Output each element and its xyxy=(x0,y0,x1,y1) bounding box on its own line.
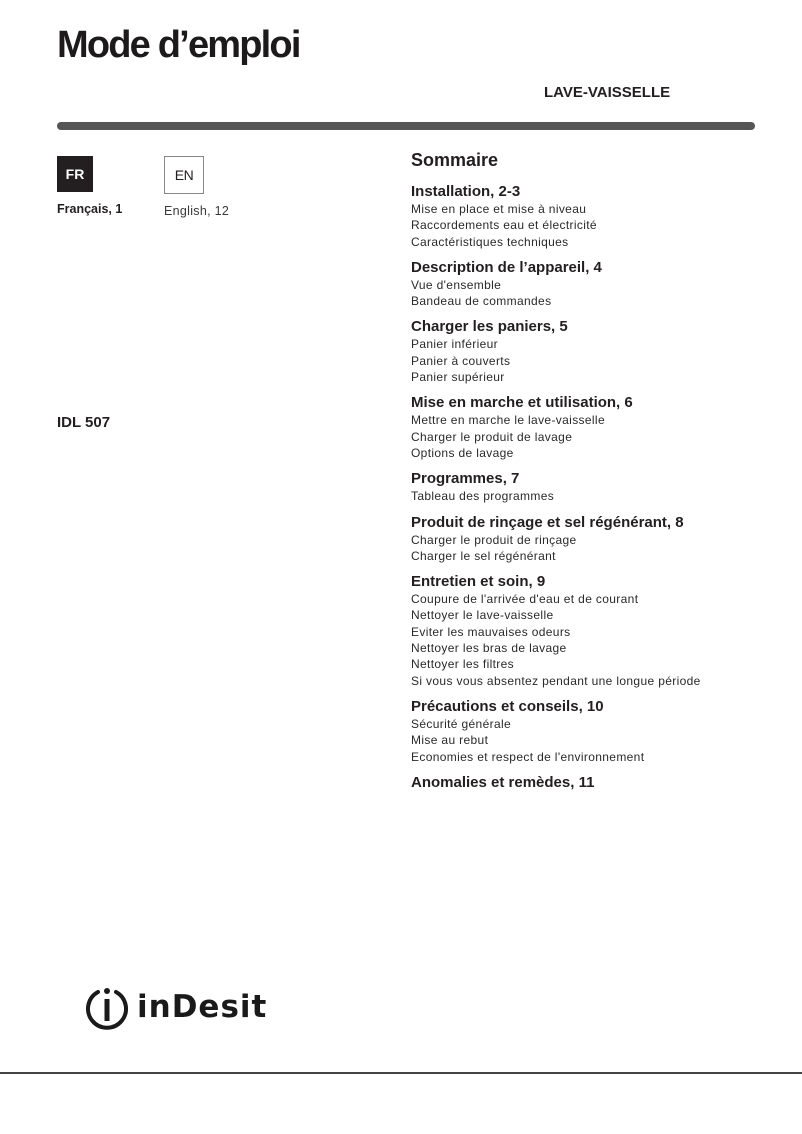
footer-divider xyxy=(0,1072,802,1074)
language-label-en: English, 12 xyxy=(164,204,230,218)
header-divider xyxy=(57,122,755,130)
language-code-fr: FR xyxy=(57,156,93,192)
toc-section-precautions xyxy=(411,698,771,765)
toc-section-title[interactable]: Programmes, 7 xyxy=(411,470,520,488)
toc-item: Tableau des programmes xyxy=(411,489,555,504)
toc-section-description xyxy=(411,259,771,310)
toc-item: Mise au rebut xyxy=(411,733,489,748)
product-type: LAVE-VAISSELLE xyxy=(544,84,671,101)
toc-section-mise-en-marche xyxy=(411,394,771,461)
toc-item: Coupure de l'arrivée d'eau et de courant xyxy=(411,592,639,607)
toc-section-title[interactable]: Précautions et conseils, 10 xyxy=(411,697,604,715)
toc-item: Raccordements eau et électricité xyxy=(411,218,597,233)
toc-item: Bandeau de commandes xyxy=(411,294,552,309)
toc-section-rincage xyxy=(411,514,771,565)
toc-item: Panier inférieur xyxy=(411,337,498,352)
toc-section-anomalies xyxy=(411,774,771,792)
brand-name: inDesit xyxy=(137,989,268,1025)
toc-section-title[interactable]: Installation, 2-3 xyxy=(411,183,521,200)
table-of-contents xyxy=(411,150,771,801)
language-fr[interactable] xyxy=(57,156,122,216)
toc-title: Sommaire xyxy=(411,150,499,170)
toc-section-title[interactable]: Mise en marche et utilisation, 6 xyxy=(411,394,633,412)
toc-item: Charger le produit de rinçage xyxy=(411,532,577,547)
toc-section-entretien xyxy=(411,573,771,689)
toc-item: Vue d'ensemble xyxy=(411,277,502,292)
toc-item: Nettoyer les bras de lavage xyxy=(411,641,567,656)
toc-item: Sécurité générale xyxy=(411,716,512,731)
toc-item: Eviter les mauvaises odeurs xyxy=(411,624,571,639)
toc-section-programmes xyxy=(411,470,771,504)
toc-item: Options de lavage xyxy=(411,445,514,460)
toc-item: Mise en place et mise à niveau xyxy=(411,202,587,216)
language-en[interactable] xyxy=(164,156,229,218)
page-title: Mode d’emploi xyxy=(57,24,300,66)
language-label-fr: Français, 1 xyxy=(57,202,123,216)
toc-item: Nettoyer le lave-vaisselle xyxy=(411,608,554,623)
toc-section-installation xyxy=(411,183,771,250)
model-number: IDL 507 xyxy=(57,414,111,431)
toc-section-title[interactable]: Produit de rinçage et sel régénérant, 8 xyxy=(411,513,684,531)
toc-item: Charger le sel régénérant xyxy=(411,548,556,563)
toc-section-paniers xyxy=(411,318,771,385)
toc-section-title[interactable]: Anomalies et remèdes, 11 xyxy=(411,773,595,791)
toc-item: Economies et respect de l'environnement xyxy=(411,749,645,764)
toc-section-title[interactable]: Entretien et soin, 9 xyxy=(411,573,546,591)
toc-item: Panier supérieur xyxy=(411,370,505,385)
brand-logo xyxy=(83,983,267,1031)
toc-item: Caractéristiques techniques xyxy=(411,234,569,249)
toc-item: Charger le produit de lavage xyxy=(411,429,573,444)
toc-item: Si vous vous absentez pendant une longue période xyxy=(411,673,701,688)
language-code-en: EN xyxy=(164,156,204,194)
toc-item: Nettoyer les filtres xyxy=(411,657,515,672)
toc-section-title[interactable]: Description de l’appareil, 4 xyxy=(411,258,602,276)
toc-section-title[interactable]: Charger les paniers, 5 xyxy=(411,318,568,336)
toc-item: Mettre en marche le lave-vaisselle xyxy=(411,413,605,428)
toc-item: Panier à couverts xyxy=(411,353,511,368)
indesit-power-i-icon xyxy=(83,983,131,1031)
